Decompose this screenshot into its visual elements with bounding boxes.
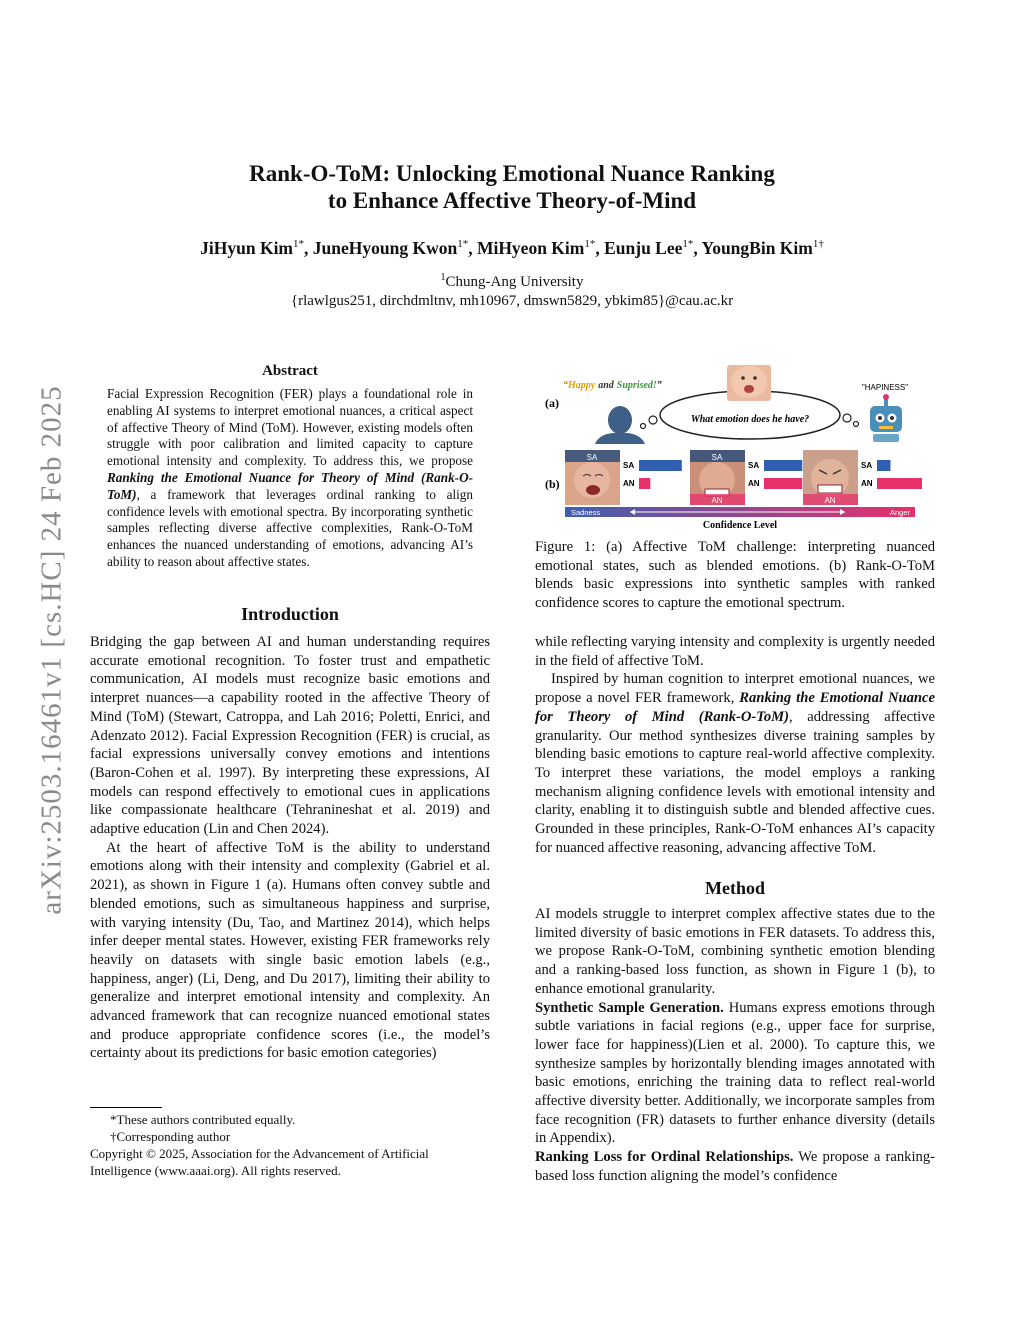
intro-paragraph-4: Inspired by human cognition to interpret emotional nuances, we propose a novel FER framework, Ranking the Emotional Nuance for Theory of Mind (Rank-O-ToM), addressing affective granularity. Our method synthesizes diverse training samples by blending basic emotions to capture real-world affective complexity. To interpret these variations, the model employs a ranking mechanism aligning confidence levels with emotional intensity and clarity, enabling it to distinguish subtle and blended affective cues. Grounded in these principles, Rank-O-ToM enhances AI’s capacity for nuanced affective reasoning, advancing affective ToM. [535,671,935,856]
introduction-heading: Introduction [241,604,339,624]
spectrum-anger-label: Anger [889,508,910,517]
an-bar-label: AN [861,479,873,488]
person-icon [595,406,645,444]
abstract-body: Facial Expression Recognition (FER) plays a foundational role in enabling AI systems to interpret emotional nuances, a critical aspect of affective Theory of Mind (ToM). However, existing models often struggle with poor calibration and limited capacity to capture emotional intensity and complexity. To address this, we propose Ranking the Emotional Nuance for Theory of Mind (Rank-O-ToM), a framework that leverages ordinal ranking to align confidence levels with emotional spectra. By incorporating synthetic samples reflecting diverse affective complexities, Rank-O-ToM enhances the nuanced understanding of emotions, advancing AI’s ability to reason about affective states. [107,386,473,569]
author: JuneHyoung Kwon$^{1*}$ [312,238,469,258]
right-column-body [535,633,935,857]
paper-title [0,160,1024,214]
footnote-equal-contribution: *These authors contributed equally. [110,1112,296,1127]
an-confidence-bar [639,478,650,489]
method-body [535,905,935,1186]
intro-paragraph-2: At the heart of affective ToM is the ability to understand emotions along with their intensity and complexity (Gabriel et al. 2021), as shown in Figure 1 (a). Humans often convey subtle and blended emotions, such as simultaneous happiness and surprise, with varying intensity (Du, Tao, and Martinez 2014), which helps infer deeper mental states. However, existing FER frameworks rely heavily on datasets with single basic emotion labels (e.g., happiness, anger) (Li, Deng, and Du 2017), limiting their ability to generalize and interpret emotional intensity and complexity. An advanced framework that can recognize nuanced emotional states and produce appropriate confidence scores (i.e., the model’s certainty about its predictions for basic emotion categories) [90,839,490,1062]
bubble-question: What emotion does he have? [690,414,810,425]
figure-1-caption: Figure 1: (a) Affective ToM challenge: interpreting nuanced emotional states, such as blended emotions. (b) Rank-O-ToM blends basic expressions into synthetic samples with ranked confidence scores to capture the emotional spectrum. [535,539,935,612]
method-paragraph-2: Synthetic Sample Generation. Humans express emotions through subtle variations in facial regions (e.g., upper face for surprise, lower face for happiness)(Lien et al. 2000). To capture this, we synthesize samples by horizontally blending images annotated with basic emotions, enriching the training data to reflect real-world affective diversity better. Additionally, we incorporate samples from face recognition (FR) datasets to further enhance diversity (details in Appendix). [535,999,935,1147]
author: JiHyun Kim$^{1*}$ [200,238,305,258]
title-line-1: Rank-O-ToM: Unlocking Emotional Nuance Ranking [249,161,775,186]
face-sad [565,450,620,505]
sa-bar-label: SA [861,461,873,470]
method-name-emphasis: Ranking the Emotional Nuance for Theory of Mind (Rank-O-ToM) [535,690,935,725]
title-line-2: to Enhance Affective Theory-of-Mind [327,188,697,213]
robot-icon [870,394,902,442]
an-bar-label: AN [623,479,635,488]
synthetic-sample-heading: Synthetic Sample Generation. [535,999,724,1016]
face-blended [690,450,745,505]
an-confidence-bar [764,478,802,489]
figure-label-b: (b) [545,477,560,491]
author: YoungBin Kim$^{1\dagger}$ [701,238,824,258]
author: Eunju Lee$^{1*}$ [604,238,694,258]
arxiv-stamp: arXiv:2503.16461v1 [cs.HC] 24 Feb 2025 [35,385,68,915]
quote-text: “Happy and Suprised!” [563,380,662,391]
sa-confidence-bar [764,460,802,471]
intro-paragraph-1: Bridging the gap between AI and human understanding requires accurate emotional recognition. To foster trust and empathetic communication, AI models must recognize basic emotions and interpret nuances—a capability rooted in the affective Theory of Mind (ToM) (Stewart, Catroppa, and Lah 2016; Poletti, Enrici, and Adenzato 2012). Facial Expression Recognition (FER) is crucial, as facial expressions universally convey emotions and intentions (Baron-Cohen et al. 1997). By interpreting these expressions, AI models can respond effectively to emotional cues in applications like compassionate healthcare (Tehranineshat et al. 2019) and adaptive education (Lin and Chen 2024). [90,634,490,838]
spectrum-sadness-label: Sadness [571,508,601,517]
sa-bar-label: SA [748,461,760,470]
face-angry [803,450,858,505]
svg-text:SA: SA [586,453,598,462]
affiliation-block [0,268,1024,311]
figure-1 [545,360,935,530]
footnote-rule [90,1107,162,1108]
confidence-level-label: Confidence Level [702,520,778,530]
footnote-corresponding: †Corresponding author [110,1129,231,1144]
ranking-loss-heading: Ranking Loss for Ordinal Relationships. [535,1149,794,1166]
method-heading: Method [705,878,765,898]
confidence-bars [623,460,922,489]
sa-confidence-bar [877,460,891,471]
sa-bar-label: SA [623,461,635,470]
svg-text:SA: SA [711,453,723,462]
figure-1-graphic [545,360,935,530]
svg-text:AN: AN [711,496,723,505]
an-bar-label: AN [748,479,760,488]
author-list: JiHyun Kim$^{1*}$, JuneHyoung Kwon$^{1*}$, MiHyeon Kim$^{1*}$, Eunju Lee$^{1*}$, YoungBin Kim$^{1\dagger}$ [200,238,824,258]
introduction-body [90,633,490,1063]
robot-answer: "HAPINESS" [861,383,909,392]
an-confidence-bar [877,478,922,489]
intro-paragraph-3: while reflecting varying intensity and complexity is urgently needed in the field of affective ToM. [535,634,935,669]
abstract-heading: Abstract [262,363,318,379]
figure-label-a: (a) [545,396,559,410]
emails: {rlawlgus251, dirchdmltnv, mh10967, dmswn5829, ybkim85}@cau.ac.kr [290,293,734,309]
affiliation: $^1$Chung-Ang University [440,272,584,290]
footnotes [90,1111,490,1179]
method-paragraph-3: Ranking Loss for Ordinal Relationships. We propose a ranking-based loss function aligning the model’s confidence [535,1149,935,1184]
sa-confidence-bar [639,460,682,471]
author: MiHyeon Kim$^{1*}$ [476,238,596,258]
happy-baby-face [727,365,771,401]
method-paragraph-1: AI models struggle to interpret complex affective states due to the limited diversity of basic emotions in FER datasets. To address this, we propose Rank-O-ToM, combining synthetic emotion blending and a ranking-based loss function, as shown in Figure 1 (b), to enhance emotional granularity. [535,906,935,997]
abstract-method-name: Ranking the Emotional Nuance for Theory of Mind (Rank-O-ToM) [107,469,473,502]
copyright-notice: Copyright © 2025, Association for the Advancement of Artificial Intelligence (www.aaai.org). All rights reserved. [90,1146,429,1178]
svg-text:AN: AN [824,496,836,505]
